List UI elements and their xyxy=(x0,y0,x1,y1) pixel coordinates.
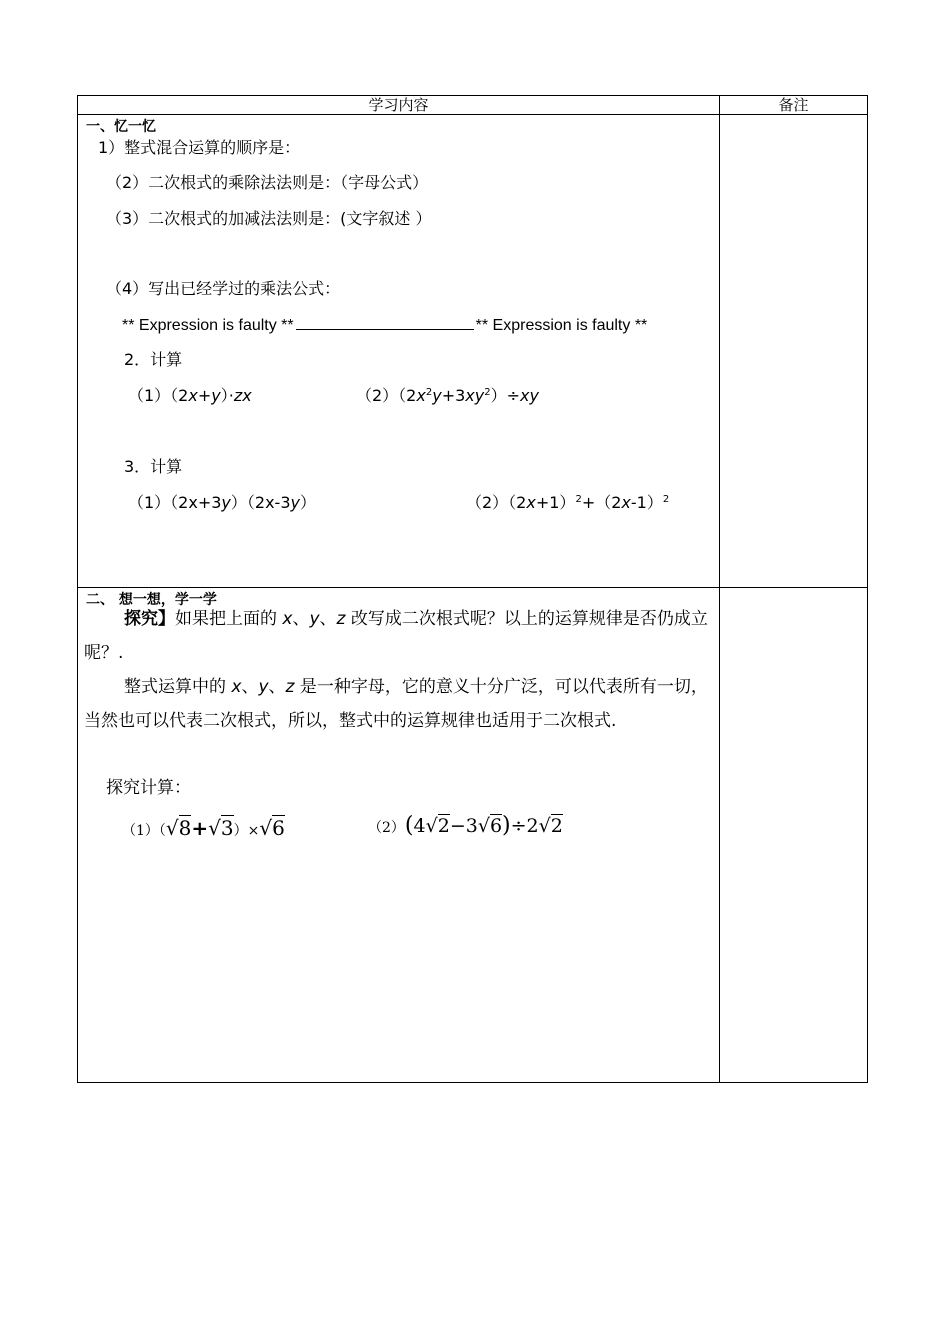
question-2: （2）二次根式的乘除法法则是：（字母公式） xyxy=(106,173,429,192)
calc3-item2: $(2)(2x+1)^2+(2x-1)^2$ xyxy=(466,493,670,512)
sqrt-icon: √ xyxy=(425,815,438,837)
section1-row xyxy=(78,115,868,588)
section1-notes xyxy=(720,115,868,588)
section1-content xyxy=(78,115,719,587)
section1-title: 一、忆一忆 xyxy=(86,119,156,135)
sqrt-icon: √ xyxy=(165,816,179,840)
calc3-item1: （1）（2x+3y）（2x-3y） xyxy=(128,493,316,512)
faulty-expression-left: ** Expression is faulty ** xyxy=(122,317,294,334)
sqrt-icon: √ xyxy=(538,815,551,837)
explore-label: 探究】 xyxy=(124,609,175,629)
header-notes: 备注 xyxy=(720,96,868,115)
section2-title: 二、 想一想，学一学 xyxy=(86,592,217,608)
table-header-row xyxy=(78,96,868,115)
explore-paragraph: 探究】如果把上面的 x、y、z 改写成二次根式呢？以上的运算规律是否仍成立呢？. xyxy=(84,609,708,663)
question-4: （4）写出已经学过的乘法公式： xyxy=(106,279,341,298)
sqrt-icon: √ xyxy=(259,816,273,840)
header-content: 学习内容 xyxy=(78,96,720,115)
formula-line xyxy=(122,315,647,336)
explore-calc-item2: （2）(4√2−3√6)÷2√2 xyxy=(368,813,563,838)
section2-content xyxy=(78,588,719,1082)
question-3: （3）二次根式的加减法法则是：(文字叙述 ） xyxy=(106,209,432,228)
sqrt-icon: √ xyxy=(477,815,490,837)
explore-calc-item1: （1）（√8+√3）×√6 xyxy=(122,816,285,840)
faulty-expression-right: ** Expression is faulty ** xyxy=(475,317,648,334)
explore-calc-title: 探究计算： xyxy=(106,778,191,798)
answer-blank xyxy=(296,315,474,330)
calc3-title: 3．计算 xyxy=(124,457,183,476)
calc2-item2: $(2)(2x^2y+3xy^2)\div xy$ xyxy=(356,386,539,405)
calc2-title: 2．计算 xyxy=(124,350,183,369)
sqrt-icon: √ xyxy=(208,816,221,840)
explanation-paragraph: 整式运算中的 x、y、z 是一种字母，它的意义十分广泛，可以代表所有一切，当然也可以代表二次根式，所以，整式中的运算规律也适用于二次根式. xyxy=(84,677,708,731)
calc2-item1: （1）（2x+y）·zx xyxy=(128,386,252,405)
section2-row xyxy=(78,588,868,1083)
lesson-table xyxy=(77,95,868,1083)
question-1: 1）整式混合运算的顺序是： xyxy=(98,138,301,157)
section2-notes xyxy=(720,588,868,1083)
